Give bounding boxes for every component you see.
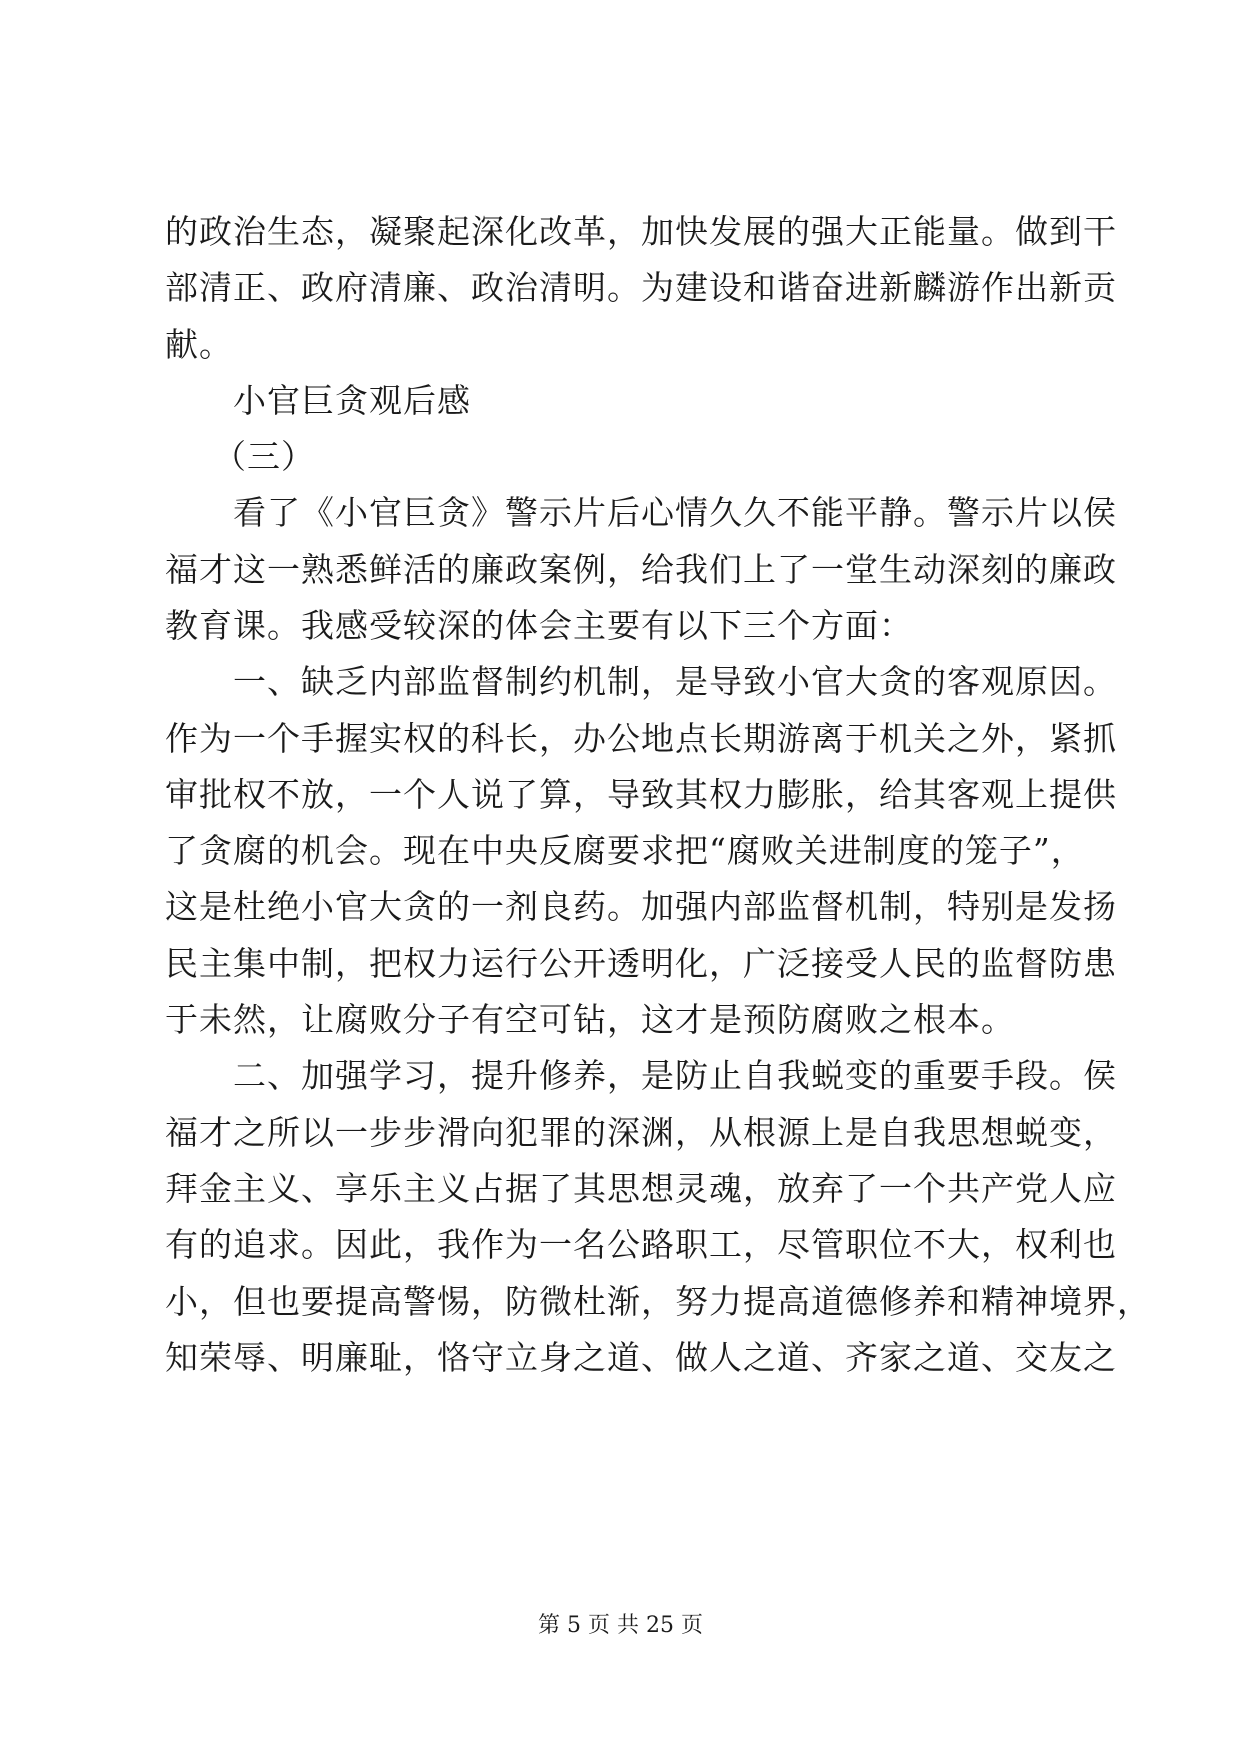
paragraph-line: 福才之所以一步步滑向犯罪的深渊，从根源上是自我思想蜕变， [165, 1113, 1117, 1152]
paragraph-line: 看了《小官巨贪》警示片后心情久久不能平静。警示片以侯 [233, 493, 1117, 532]
paragraph-line: 拜金主义、享乐主义占据了其思想灵魂，放弃了一个共产党人应 [165, 1169, 1117, 1208]
essay-title: 小官巨贪观后感 [233, 381, 471, 420]
paragraph-line: 有的追求。因此，我作为一名公路职工，尽管职位不大，权利也 [165, 1225, 1117, 1264]
paragraph-line: 民主集中制，把权力运行公开透明化，广泛接受人民的监督防患 [165, 944, 1117, 983]
paragraph-line: 作为一个手握实权的科长，办公地点长期游离于机关之外，紧抓 [165, 719, 1117, 758]
paragraph-line: 这是杜绝小官大贪的一剂良药。加强内部监督机制，特别是发扬 [165, 887, 1117, 926]
paragraph-line: 了贪腐的机会。现在中央反腐要求把“腐败关进制度的笼子”， [165, 831, 1085, 870]
paragraph-line: 福才这一熟悉鲜活的廉政案例，给我们上了一堂生动深刻的廉政 [165, 550, 1117, 589]
paragraph-line: 教育课。我感受较深的体会主要有以下三个方面： [165, 606, 913, 645]
paragraph-line: 二、加强学习，提升修养，是防止自我蜕变的重要手段。侯 [233, 1056, 1117, 1095]
paragraph-line: 部清正、政府清廉、政治清明。为建设和谐奋进新麟游作出新贡 [165, 268, 1117, 307]
paragraph-line: 小，但也要提高警惕，防微杜渐，努力提高道德修养和精神境界， [165, 1282, 1151, 1321]
paragraph-line: 的政治生态，凝聚起深化改革，加快发展的强大正能量。做到干 [165, 212, 1117, 251]
page-number-footer: 第 5 页 共 25 页 [538, 1613, 703, 1638]
paragraph-line: 审批权不放，一个人说了算，导致其权力膨胀，给其客观上提供 [165, 775, 1117, 814]
paragraph-line: 于未然，让腐败分子有空可钻，这才是预防腐败之根本。 [165, 1000, 1015, 1039]
paragraph-line: 一、缺乏内部监督制约机制，是导致小官大贪的客观原因。 [233, 662, 1117, 701]
section-number: （三） [213, 437, 315, 476]
paragraph-line: 献。 [165, 325, 233, 364]
paragraph-line: 知荣辱、明廉耻，恪守立身之道、做人之道、齐家之道、交友之 [165, 1338, 1117, 1377]
